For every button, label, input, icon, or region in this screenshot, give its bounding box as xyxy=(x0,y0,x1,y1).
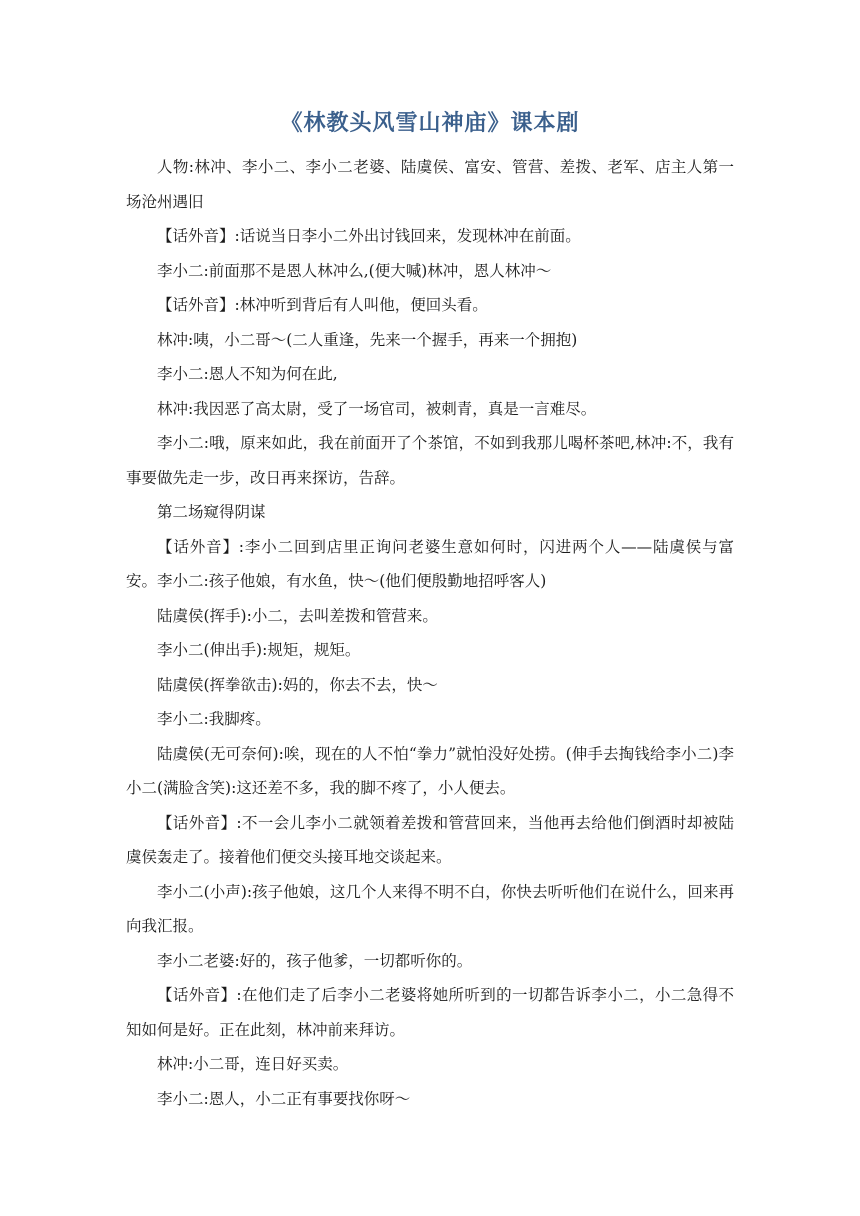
paragraph: 李小二:前面那不是恩人林冲么,(便大喊)林冲，恩人林冲～ xyxy=(157,261,552,280)
paragraph: 林冲:我因恶了高太尉，受了一场官司，被刺青，真是一言难尽。 xyxy=(157,399,597,418)
paragraph: 李小二:恩人，小二正有事要找你呀～ xyxy=(157,1089,411,1108)
paragraph: 李小二:恩人不知为何在此, xyxy=(157,365,338,383)
paragraph-characters: 人物:林冲、李小二、李小二老婆、陆虞侯、富安、管营、差拨、老军、店主人第一场沧州遇旧 xyxy=(126,158,734,211)
paragraph: 李小二老婆:好的，孩子他爹，一切都听你的。 xyxy=(157,951,473,970)
paragraph: 李小二:我脚疼。 xyxy=(157,710,271,728)
paragraph: 陆虞侯(挥拳欲击):妈的，你去不去，快～ xyxy=(157,675,438,694)
paragraph: 【话外音】:在他们走了后李小二老婆将她所听到的一切都告诉李小二，小二急得不知如何是好。正在此刻，林冲前来拜访。 xyxy=(126,986,734,1039)
paragraph: 陆虞侯(挥手):小二，去叫差拨和管营来。 xyxy=(157,606,438,625)
paragraph: 李小二:哦，原来如此，我在前面开了个茶馆，不如到我那儿喝杯茶吧,林冲:不，我有事要做先走一步，改日再来探访，告辞。 xyxy=(126,434,734,487)
paragraph: 李小二(小声):孩子他娘，这几个人来得不明不白，你快去听听他们在说什么，回来再向我汇报。 xyxy=(126,882,734,935)
paragraph: 陆虞侯(无可奈何):唉，现在的人不怕“拳力”就怕没好处捞。(伸手去掏钱给李小二)李小二(满脸含笑):这还差不多，我的脚不疼了，小人便去。 xyxy=(126,744,734,797)
paragraph: 林冲:小二哥，连日好买卖。 xyxy=(157,1055,349,1073)
paragraph: 【话外音】:林冲听到背后有人叫他，便回头看。 xyxy=(157,296,488,314)
paragraph: 【话外音】:话说当日李小二外出讨钱回来，发现林冲在前面。 xyxy=(157,227,581,245)
paragraph: 【话外音】:李小二回到店里正询问老婆生意如何时，闪进两个人——陆虞侯与富安。李小二:孩子他娘，有水鱼，快～(他们便殷勤地招呼客人) xyxy=(126,537,734,590)
paragraph: 李小二(伸出手):规矩，规矩。 xyxy=(157,641,361,659)
document-body xyxy=(126,150,734,1116)
paragraph: 【话外音】:不一会儿李小二就领着差拨和管营回来，当他再去给他们倒酒时却被陆虞侯轰走了。接着他们便交头接耳地交谈起来。 xyxy=(126,813,734,866)
document-title: 《林教头风雪山神庙》课本剧 xyxy=(280,110,580,136)
paragraph: 林冲:咦，小二哥～(二人重逢，先来一个握手，再来一个拥抱) xyxy=(157,330,578,349)
scene-heading: 第二场窥得阴谋 xyxy=(157,503,266,521)
